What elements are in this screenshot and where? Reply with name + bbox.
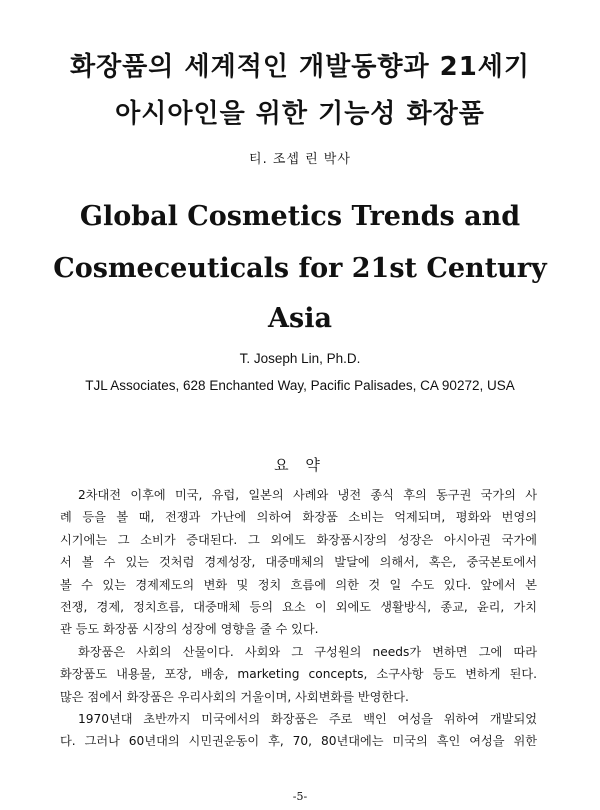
abstract-line: 례 등을 볼 때, 전쟁과 가난에 의하여 화장품 소비는 억제되며, 평화와 번영의 [60, 510, 537, 525]
abstract-line: 다. 그러나 60년대의 시민권운동이 후, 70, 80년대에는 미국의 흑인 여성을 위한 [60, 734, 537, 749]
abstract-line: 많은 점에서 화장품은 우리사회의 거울이며, 사회변화를 반영한다. [60, 689, 409, 704]
korean-title-line-2: 아시아인을 위한 기능성 화장품 [115, 99, 485, 129]
abstract-line: 1970년대 초반까지 미국에서의 화장품은 주로 백인 여성을 위하여 개발되었 [78, 711, 537, 726]
abstract-line: 관 등도 화장품 시장의 성장에 영향을 줄 수 있다. [60, 622, 319, 637]
abstract-heading: 요 약 [274, 456, 326, 474]
abstract-line: 2차대전 이후에 미국, 유럽, 일본의 사례와 냉전 종식 후의 동구권 국가의 사 [78, 488, 537, 502]
english-title-line-1: Global Cosmetics Trends and [79, 201, 521, 232]
english-author: T. Joseph Lin, Ph.D. [239, 351, 361, 366]
abstract-body [60, 484, 537, 753]
page-number: -5- [292, 790, 308, 803]
abstract-line: 시기에는 그 소비가 증대된다. 그 외에도 화장품시장의 성장은 아시아권 국가에 [60, 532, 537, 547]
korean-author: 티. 조셉 린 박사 [249, 152, 351, 167]
korean-title-line-1: 화장품의 세계적인 개발동향과 21세기 [69, 52, 531, 82]
abstract-line: 화장품도 내용물, 포장, 배송, marketing concepts, 소구사항 등도 변하게 된다. [60, 667, 537, 682]
abstract-line: 화장품은 사회의 산물이다. 사회와 그 구성원의 needs가 변하면 그에 따라 [78, 644, 537, 659]
abstract-line: 볼 수 있는 경제제도의 변화 및 정치 흐름에 의한 것 일 수도 있다. 앞에서 본 [60, 577, 537, 592]
english-title-line-3: Asia [268, 303, 332, 334]
abstract-line: 전쟁, 경제, 정치흐름, 대중매체 등의 요소 이 외에도 생활방식, 종교, 윤리, 가치 [60, 599, 537, 614]
abstract-line: 서 볼 수 있는 것처럼 경제성장, 대중매체의 발달에 의해서, 혹은, 중국본토에서 [60, 555, 537, 570]
english-title-line-2: Cosmeceuticals for 21st Century [53, 253, 547, 284]
author-affiliation: TJL Associates, 628 Enchanted Way, Pacific Palisades, CA 90272, USA [85, 378, 515, 393]
